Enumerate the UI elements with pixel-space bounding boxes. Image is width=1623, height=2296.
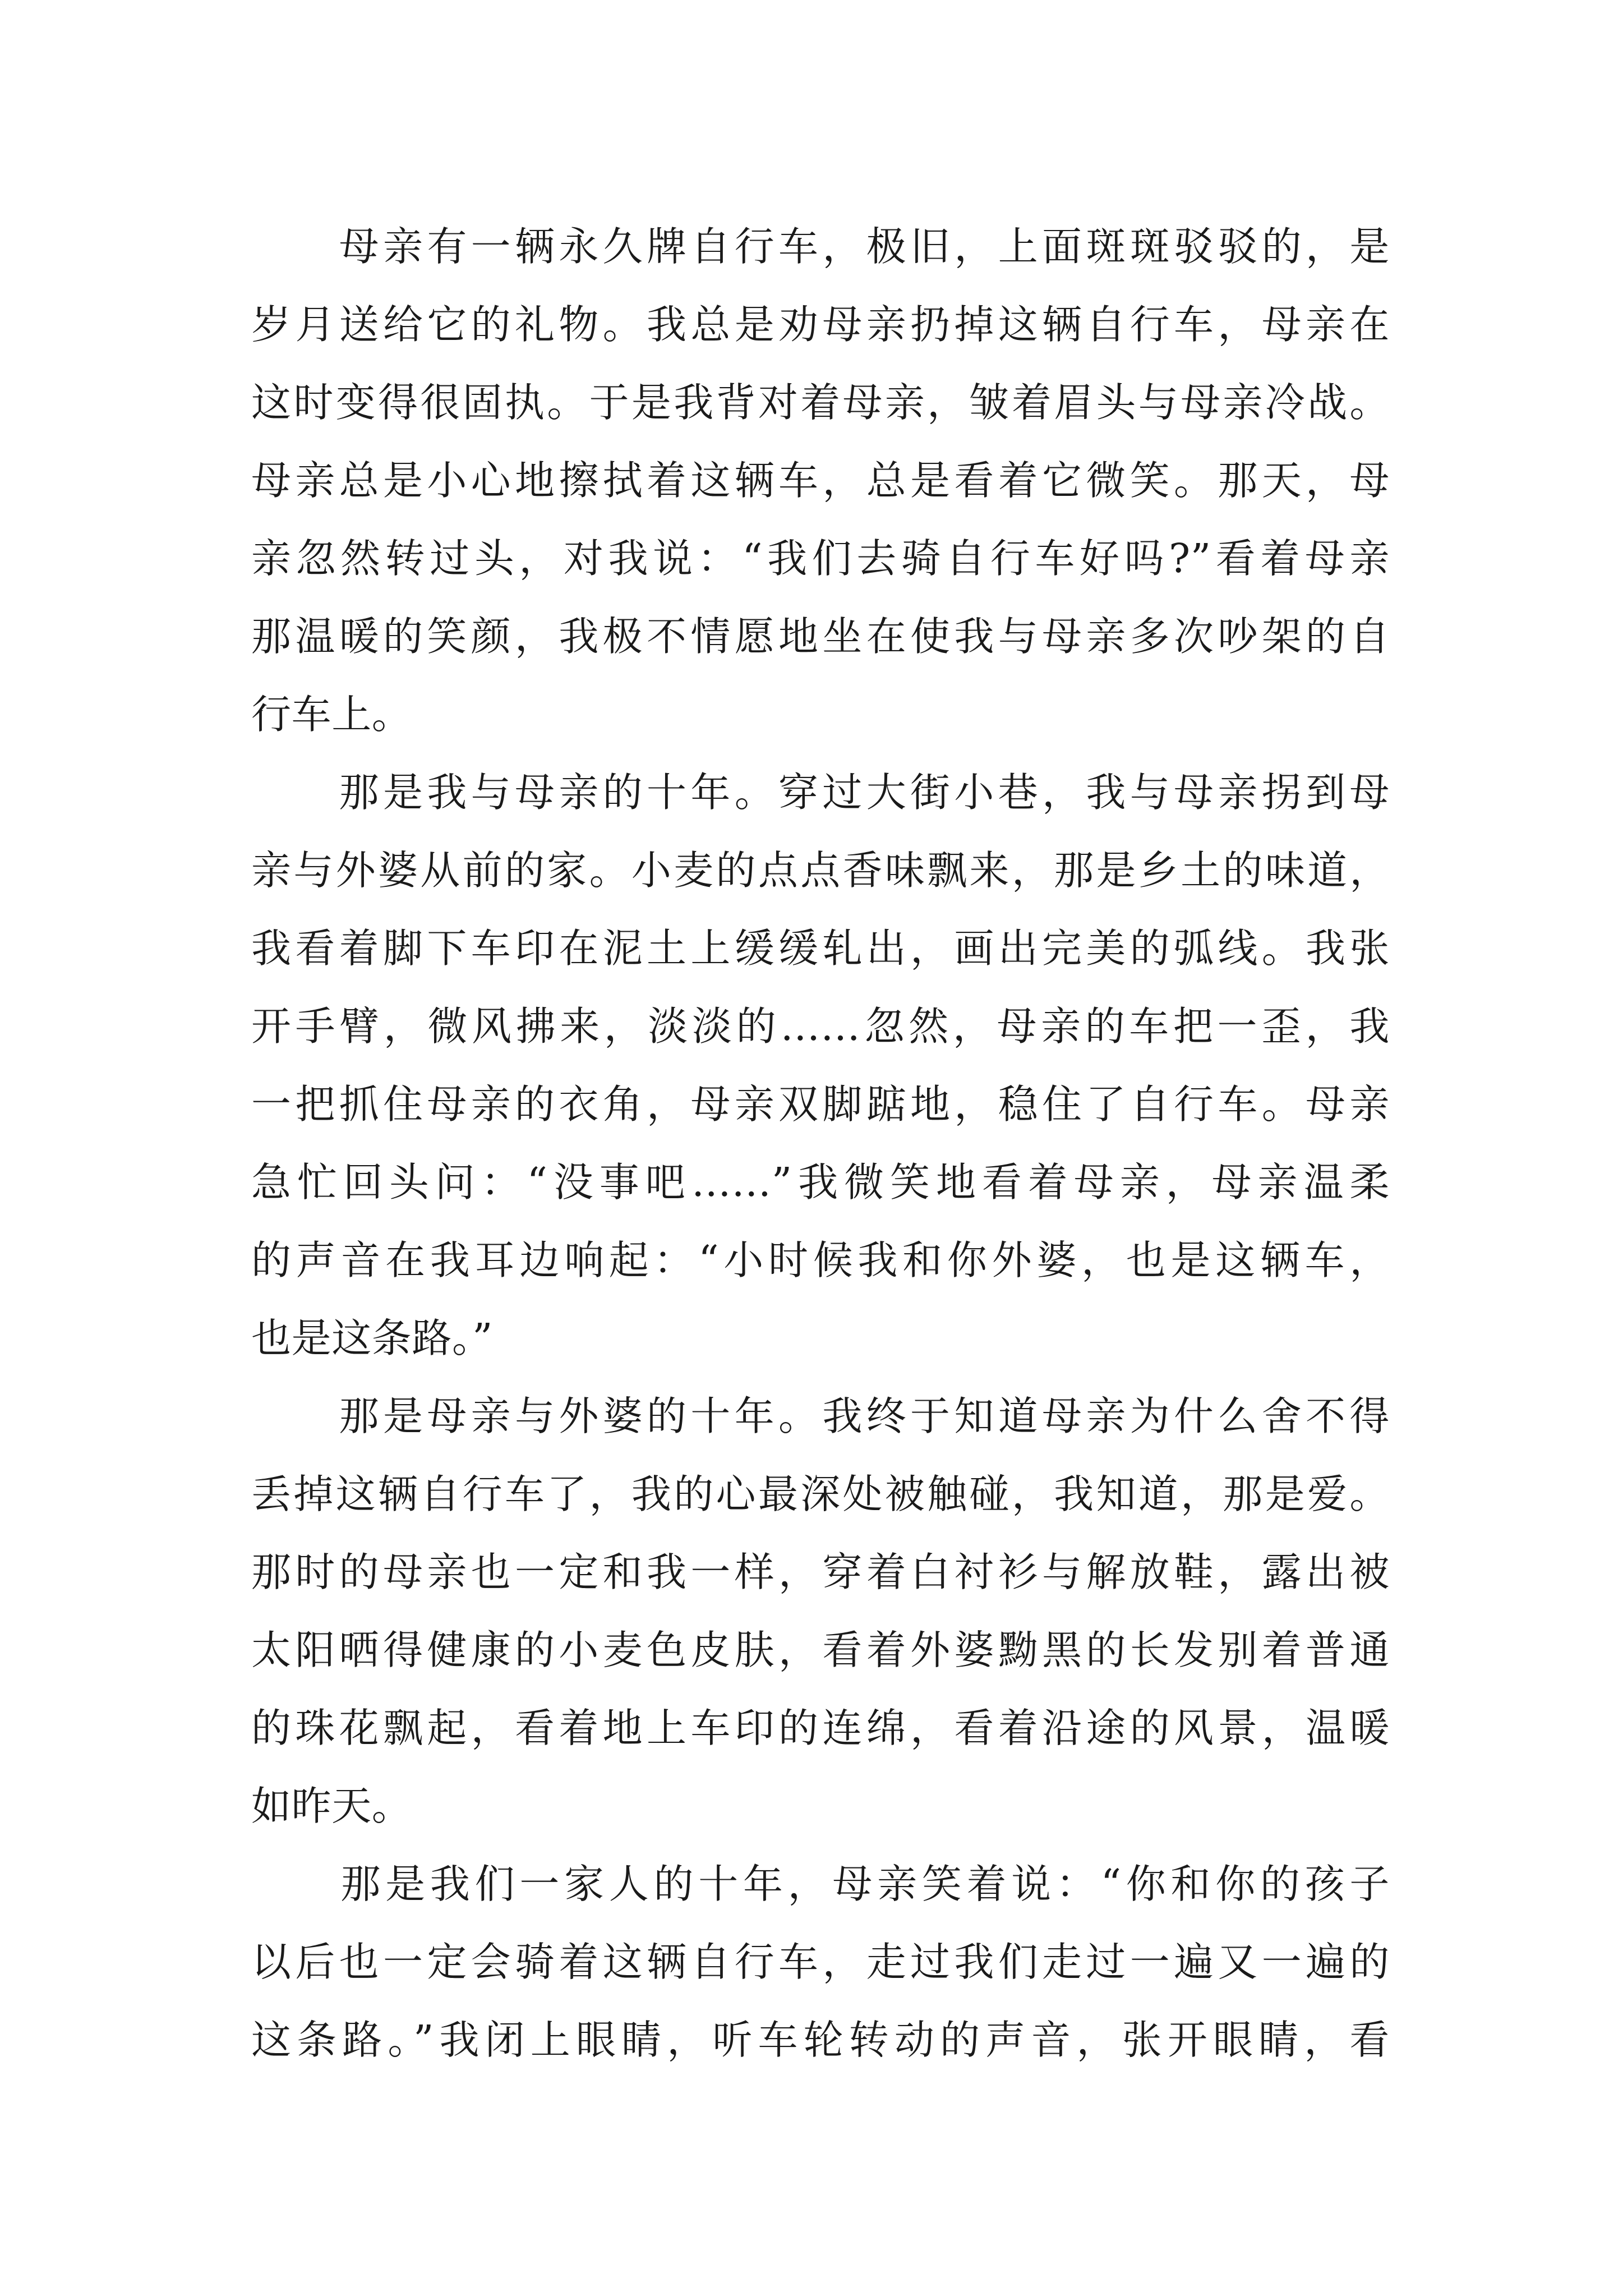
text-line: 开手臂，微风拂来，淡淡的……忽然，母亲的车把一歪，我 [251, 1003, 1390, 1050]
text-line: 那是母亲与外婆的十年。我终于知道母亲为什么舍不得 [251, 1393, 1390, 1439]
text-line: 我看着脚下车印在泥土上缓缓轧出，画出完美的弧线。我张 [251, 925, 1390, 972]
text-line: 行车上。 [251, 691, 412, 738]
text-line: 那时的母亲也一定和我一样，穿着白衬衫与解放鞋，露出被 [251, 1549, 1390, 1595]
paragraph [251, 753, 1390, 1377]
text-line: 那是我与母亲的十年。穿过大街小巷，我与母亲拐到母 [251, 769, 1390, 816]
text-line: 的声音在我耳边响起：“小时候我和你外婆，也是这辆车， [251, 1237, 1390, 1283]
text-line: 岁月送给它的礼物。我总是劝母亲扔掉这辆自行车，母亲在 [251, 301, 1390, 348]
text-line: 一把抓住母亲的衣角，母亲双脚踮地，稳住了自行车。母亲 [251, 1081, 1390, 1128]
text-line: 那温暖的笑颜，我极不情愿地坐在使我与母亲多次吵架的自 [251, 613, 1390, 660]
text-line: 母亲总是小心地擦拭着这辆车，总是看着它微笑。那天，母 [251, 457, 1390, 504]
text-line: 这时变得很固执。于是我背对着母亲，皱着眉头与母亲冷战。 [251, 379, 1390, 426]
text-line: 母亲有一辆永久牌自行车，极旧，上面斑斑驳驳的，是 [251, 223, 1390, 270]
text-line: 以后也一定会骑着这辆自行车，走过我们走过一遍又一遍的 [251, 1939, 1390, 1985]
article-body [251, 208, 1390, 2079]
text-line: 如昨天。 [251, 1783, 412, 1829]
text-line: 也是这条路。” [251, 1315, 493, 1361]
text-line: 的珠花飘起，看着地上车印的连绵，看着沿途的风景，温暖 [251, 1705, 1390, 1751]
text-line: 亲忽然转过头，对我说：“我们去骑自行车好吗?”看着母亲 [251, 535, 1390, 582]
paragraph [251, 208, 1390, 753]
paragraph [251, 1845, 1390, 2079]
text-line: 这条路。”我闭上眼睛，听车轮转动的声音，张开眼睛，看 [251, 2017, 1390, 2063]
text-line: 丢掉这辆自行车了，我的心最深处被触碰，我知道，那是爱。 [251, 1471, 1390, 1517]
text-line: 那是我们一家人的十年，母亲笑着说：“你和你的孩子 [251, 1861, 1390, 1907]
text-line: 太阳晒得健康的小麦色皮肤，看着外婆黝黑的长发别着普通 [251, 1627, 1390, 1673]
text-line: 急忙回头问：“没事吧……”我微笑地看着母亲，母亲温柔 [251, 1159, 1390, 1205]
paragraph [251, 1377, 1390, 1845]
text-line: 亲与外婆从前的家。小麦的点点香味飘来，那是乡土的味道， [251, 847, 1390, 894]
